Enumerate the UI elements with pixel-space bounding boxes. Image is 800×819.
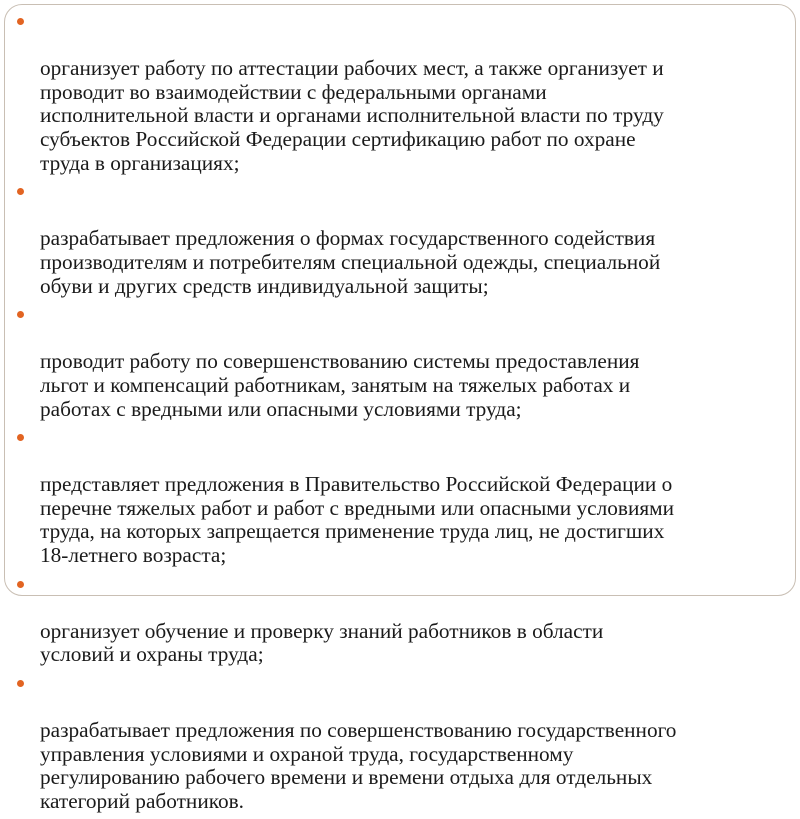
bullet-icon [17, 18, 24, 25]
list-item [14, 672, 782, 814]
list-item [14, 180, 782, 298]
list-item-text: организует обучение и проверку знаний работников в области условий и охраны труда; [40, 618, 604, 667]
bullet-icon [17, 188, 24, 195]
list-item-text: проводит работу по совершенствованию системы предоставления льгот и компенсаций работникам, занятым на тяжелых работах и работах с вредными или опасными условиями труда; [40, 349, 640, 421]
bullet-list [14, 10, 782, 819]
list-item-text: разрабатывает предложения о формах государственного содействия производителям и потребителям специальной одежды, специальной обуви и других средств индивидуальной защиты; [40, 226, 661, 298]
bullet-icon [17, 680, 24, 687]
bullet-icon [17, 581, 24, 588]
list-item-text: организует работу по аттестации рабочих мест, а также организует и проводит во взаимодействии с федеральными органами исполнительной власти и органами исполнительной власти по труду субъектов Российской Федерации сертификацию работ по охране труда в организациях; [40, 56, 664, 175]
list-item [14, 303, 782, 421]
list-item [14, 10, 782, 175]
list-item [14, 426, 782, 568]
list-item-text: представляет предложения в Правительство Российской Федерации о перечне тяжелых работ и работ с вредными или опасными условиями труда, на которых запрещается применение труда лиц, не достигших 18-летнего возраста; [40, 472, 675, 568]
list-item-text: разрабатывает предложения по совершенствованию государственного управления условиями и охраной труда, государственному регулированию рабочего времени и времени отдыха для отдельных категорий работников. [40, 718, 677, 813]
list-item [14, 573, 782, 667]
bullet-icon [17, 434, 24, 441]
bullet-icon [17, 311, 24, 318]
